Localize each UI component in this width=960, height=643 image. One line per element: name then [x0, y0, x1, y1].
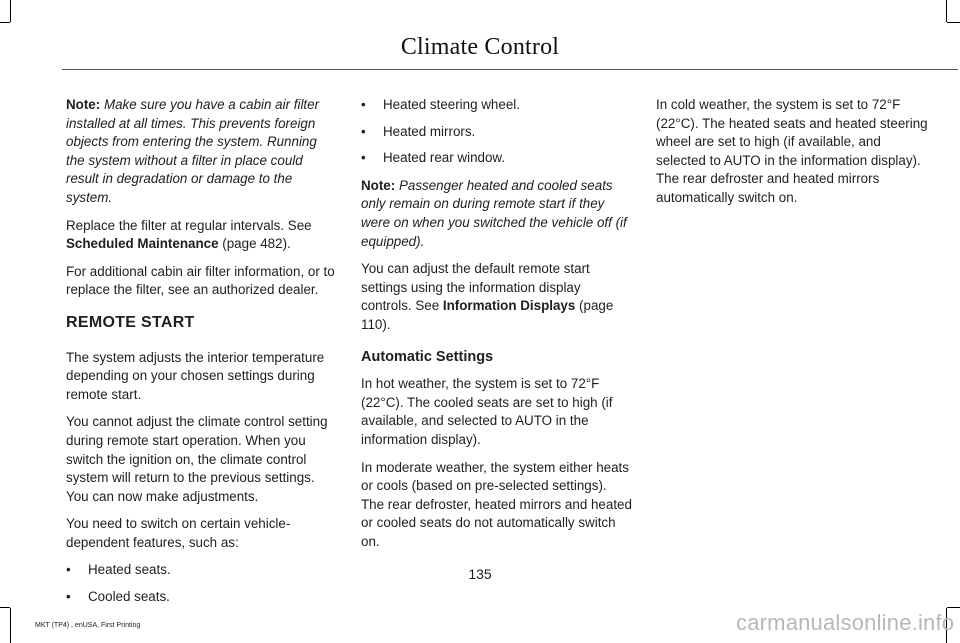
replace-filter-paragraph: Replace the filter at regular intervals. See Scheduled Maintenance (page 482). [66, 217, 312, 252]
list-item: • Cooled seats. [66, 588, 338, 607]
scheduled-maintenance-link[interactable]: Scheduled Maintenance [66, 236, 219, 252]
crop-mark-top-right-h [947, 22, 960, 23]
remote-start-heading: REMOTE START [66, 313, 195, 331]
remote-start-paragraph-1: The system adjusts the interior temperature depending on your chosen settings during remote start. [66, 349, 325, 402]
page-number: 135 [468, 566, 492, 582]
cabin-filter-note: Note: Make sure you have a cabin air filter installed at all times. This prevents foreign objects from entering the system. Running the system without a filter in place could result in degradation or damage to the system. [66, 97, 320, 205]
remote-start-paragraph-3: You need to switch on certain vehicle-dependent features, such as: [66, 516, 291, 550]
list-item: • Heated seats. [66, 561, 338, 580]
moderate-weather-paragraph: In moderate weather, the system either heats or cools (based on pre-selected settings). The rear defroster, heated mirrors and heated or cooled seats do not automatically switch on. [361, 459, 632, 549]
header-rule [62, 69, 958, 70]
hot-weather-paragraph: In hot weather, the system is set to 72°F (22°C). The cooled seats are set to high (if available, and selected to AUTO in the information display). [361, 376, 613, 447]
list-item: • Heated steering wheel. [361, 96, 633, 115]
filter-info-paragraph: For additional cabin air filter information, or to replace the filter, see an authorized dealer. [66, 263, 335, 298]
automatic-settings-heading: Automatic Settings [361, 348, 494, 365]
crop-mark-top-left-v [10, 0, 11, 22]
column-1 [66, 96, 338, 616]
column-3 [656, 96, 928, 217]
page-title: Climate Control [400, 34, 560, 60]
features-list-2 [361, 96, 633, 168]
information-displays-link[interactable]: Information Displays [442, 298, 576, 314]
cold-weather-paragraph: In cold weather, the system is set to 72°F (22°C). The heated seats and heated steering wheel are set to high (if available, and selected to AUTO in the information display). The rear defroster and heated mirrors automatically switch on. [656, 97, 928, 205]
list-item: • Heated rear window. [361, 149, 633, 168]
default-settings-paragraph: You can adjust the default remote start settings using the information display controls. See Information Displays (page 110). [361, 261, 614, 332]
crop-mark-top-right-v [946, 0, 947, 22]
list-item: • Heated mirrors. [361, 123, 633, 142]
column-2 [361, 96, 633, 560]
remote-start-paragraph-2: You cannot adjust the climate control setting during remote start operation. When you switch the ignition on, the climate control system will return to the previous settings. You can now make adjustments. [66, 414, 328, 504]
passenger-seats-note: Note: Passenger heated and cooled seats only remain on during remote start if they were on when you switched the vehicle off (if equipped). [361, 177, 627, 249]
crop-mark-bottom-left-v [10, 608, 11, 643]
crop-mark-top-left-h [0, 22, 10, 23]
crop-mark-bottom-right-h [947, 607, 960, 608]
edition-footer: MKT (TP4) , enUSA, First Printing [35, 622, 141, 629]
watermark: carmanualsonline.info [736, 610, 955, 635]
crop-mark-bottom-left-h [0, 607, 10, 608]
